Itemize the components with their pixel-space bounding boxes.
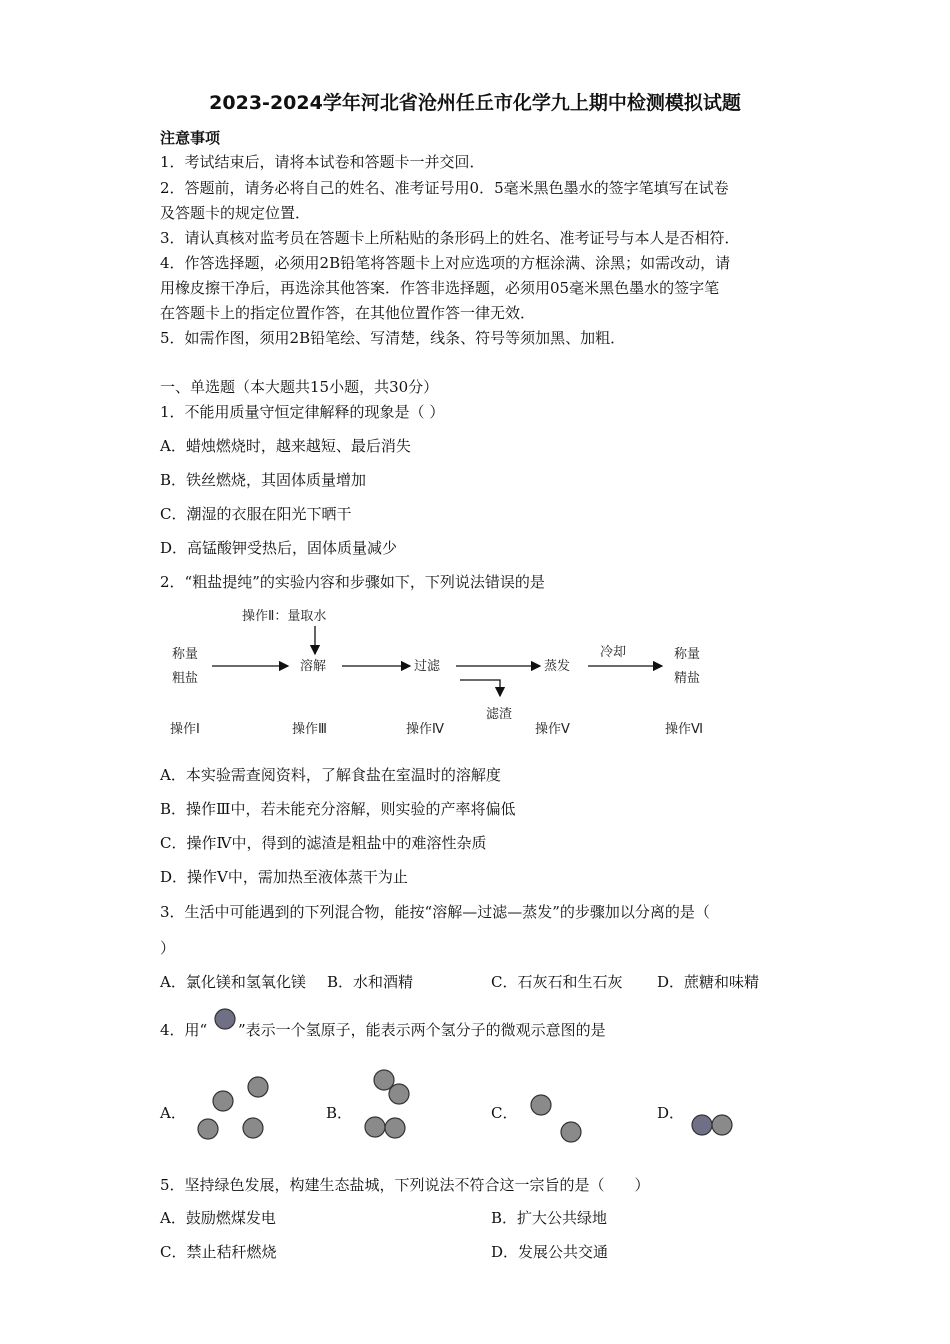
q3-option-b: B．水和酒精 — [327, 973, 414, 991]
q4-option-b-label: B． — [326, 1104, 353, 1122]
diagram-op-6: 操作Ⅵ — [665, 722, 703, 737]
diagram-cool: 冷却 — [600, 645, 627, 660]
q2-option-d: D．操作Ⅴ中，需加热至液体蒸干为止 — [160, 868, 408, 886]
diagram-op-5: 操作Ⅴ — [535, 722, 570, 737]
diagram-weigh-1b: 粗盐 — [172, 671, 199, 686]
q1-option-c: C．潮湿的衣服在阳光下晒干 — [160, 505, 352, 523]
diagram-filter: 过滤 — [414, 659, 441, 674]
question-3-stem-end: ） — [160, 939, 176, 957]
q3-option-a: A．氯化镁和氢氧化镁 — [160, 973, 306, 991]
diagram-weigh-1a: 称量 — [172, 647, 199, 662]
q4-option-c-atoms — [520, 1088, 590, 1148]
q2-option-c: C．操作Ⅳ中，得到的滤渣是粗盐中的难溶性杂质 — [160, 834, 487, 852]
diagram-op-1: 操作Ⅰ — [170, 722, 200, 737]
question-4-stem-end: ”表示一个氢原子，能表示两个氢分子的微观示意图的是 — [238, 1021, 606, 1039]
section-heading: 一、单选题（本大题共15小题，共30分） — [160, 378, 439, 396]
notes-heading: 注意事项 — [160, 129, 221, 147]
q1-option-b: B．铁丝燃烧，其固体质量增加 — [160, 471, 367, 489]
diagram-residue: 滤渣 — [486, 707, 513, 722]
notes-line: 1．考试结束后，请将本试卷和答题卡一并交回． — [160, 153, 485, 171]
page-title: 2023-2024学年河北省沧州任丘市化学九上期中检测模拟试题 — [209, 92, 741, 114]
question-2-stem: 2．“粗盐提纯”的实验内容和步骤如下，下列说法错误的是 — [160, 573, 545, 591]
q4-option-c-label: C． — [491, 1104, 518, 1122]
diagram-weigh-2b: 精盐 — [674, 671, 701, 686]
notes-line: 4．作答选择题，必须用2B铅笔将答题卡上对应选项的方框涂满、涂黑；如需改动，请 — [160, 254, 731, 272]
q4-option-a-atoms — [190, 1068, 280, 1148]
arrow-residue — [460, 680, 500, 696]
notes-line: 及答题卡的规定位置． — [160, 204, 311, 222]
q4-option-d-atoms — [684, 1108, 744, 1142]
diagram-top-label: 操作Ⅱ：量取水 — [242, 609, 327, 624]
q5-option-a: A．鼓励燃煤发电 — [160, 1209, 276, 1227]
notes-line: 3．请认真核对监考员在答题卡上所粘贴的条形码上的姓名、准考证号与本人是否相符． — [160, 229, 740, 247]
q4-option-a-label: A． — [160, 1104, 186, 1122]
notes-line: 在答题卡上的指定位置作答，在其他位置作答一律无效． — [160, 304, 536, 322]
notes-line: 5．如需作图，须用2B铅笔绘、写清楚，线条、符号等须加黑、加粗． — [160, 329, 626, 347]
q2-option-b: B．操作Ⅲ中，若未能充分溶解，则实验的产率将偏低 — [160, 800, 516, 818]
q4-option-d-label: D． — [657, 1104, 685, 1122]
q2-option-a: A．本实验需查阅资料，了解食盐在室温时的溶解度 — [160, 766, 501, 784]
q5-option-b: B．扩大公共绿地 — [491, 1209, 608, 1227]
notes-line: 2．答题前，请务必将自己的姓名、准考证号用0．5毫米黑色墨水的签字笔填写在试卷 — [160, 179, 729, 197]
q5-option-d: D．发展公共交通 — [491, 1243, 609, 1261]
q1-option-d: D．高锰酸钾受热后，固体质量减少 — [160, 539, 398, 557]
salt-purification-flow-diagram — [160, 600, 740, 750]
question-4-stem-start: 4．用“ — [160, 1021, 208, 1039]
question-1-stem: 1．不能用质量守恒定律解释的现象是（ ） — [160, 403, 445, 421]
question-3-stem: 3．生活中可能遇到的下列混合物，能按“溶解—过滤—蒸发”的步骤加以分离的是（ — [160, 903, 710, 921]
diagram-weigh-2a: 称量 — [674, 647, 701, 662]
q1-option-a: A．蜡烛燃烧时，越来越短、最后消失 — [160, 437, 411, 455]
question-5-stem: 5．坚持绿色发展，构建生态盐城，下列说法不符合这一宗旨的是（ ） — [160, 1176, 650, 1194]
diagram-dissolve: 溶解 — [300, 659, 327, 674]
q4-option-b-atoms — [356, 1062, 426, 1152]
notes-line: 用橡皮擦干净后，再选涂其他答案．作答非选择题，必须用05毫米黑色墨水的签字笔 — [160, 279, 720, 297]
diagram-evaporate: 蒸发 — [544, 659, 571, 674]
q3-option-c: C．石灰石和生石灰 — [491, 973, 623, 991]
diagram-op-4: 操作Ⅳ — [406, 722, 444, 737]
diagram-op-3: 操作Ⅲ — [292, 722, 327, 737]
q5-option-c: C．禁止秸秆燃烧 — [160, 1243, 277, 1261]
hydrogen-atom-legend-icon — [212, 1006, 238, 1032]
q3-option-d: D．蔗糖和味精 — [657, 973, 760, 991]
